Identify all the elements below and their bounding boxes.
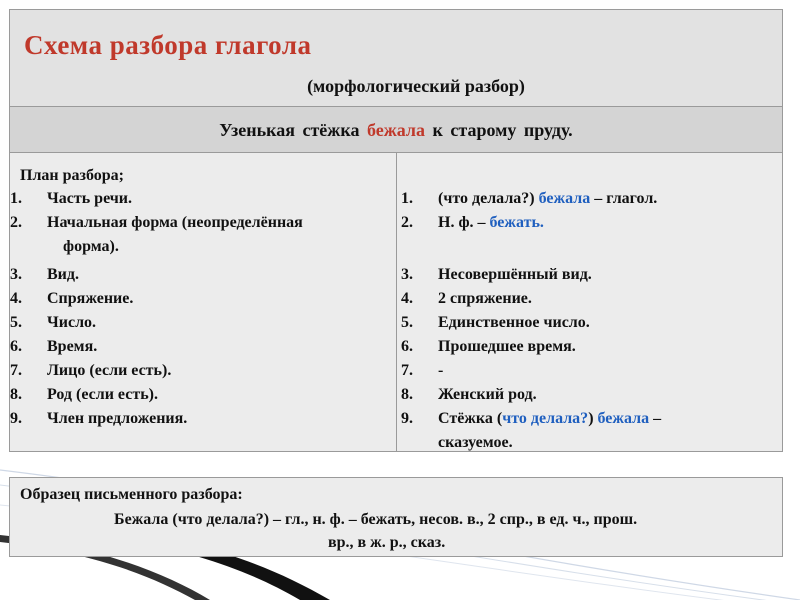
item-number: 3.	[10, 266, 22, 283]
table-body-row	[10, 153, 782, 451]
analysis-column	[397, 153, 783, 451]
item-number: 7.	[10, 362, 22, 379]
item-number: 7.	[401, 362, 413, 379]
item-number: 8.	[10, 386, 22, 403]
item-text: Время.	[47, 338, 98, 355]
sample-line-1: Бежала (что делала?) – гл., н. ф. – бежать, несов. в., 2 спр., в ед. ч., прош.	[114, 511, 638, 528]
plan-column	[10, 153, 396, 451]
item-text: -	[438, 362, 444, 379]
item-number: 1.	[401, 190, 413, 207]
item-text: Начальная форма (неопределённая	[47, 214, 303, 231]
item-number: 9.	[10, 410, 22, 427]
table-header-row	[10, 10, 782, 107]
page-title: Схема разбора глагола	[24, 30, 312, 60]
item-number: 4.	[10, 290, 22, 307]
item-text: Число.	[47, 314, 97, 331]
item-text: 2 спряжение.	[438, 290, 532, 307]
item-text: Член предложения.	[47, 410, 188, 427]
analysis-item-continuation	[438, 434, 513, 452]
sample-line-2: вр., в ж. р., сказ.	[328, 534, 446, 551]
sentence-verb: бежала	[366, 120, 426, 140]
item-text: Спряжение.	[47, 290, 134, 307]
item-text: сказуемое.	[438, 434, 513, 451]
item-number: 8.	[401, 386, 413, 403]
plan-item-continuation	[63, 238, 119, 256]
item-number: 6.	[10, 338, 22, 355]
item-number: 2.	[10, 214, 22, 231]
sample-heading: Образец письменного разбора:	[20, 486, 243, 503]
item-text: Прошедшее время.	[438, 338, 576, 355]
item-text: Лицо (если есть).	[47, 362, 172, 379]
sentence-after: к старому пруду.	[425, 120, 573, 140]
example-sentence	[10, 107, 782, 153]
page-subtitle: (морфологический разбор)	[307, 76, 525, 96]
item-number: 5.	[10, 314, 22, 331]
item-text: Часть речи.	[47, 190, 133, 207]
item-text: Вид.	[47, 266, 79, 283]
item-text: Женский род.	[438, 386, 537, 403]
item-text: форма).	[63, 238, 119, 255]
item-number: 2.	[401, 214, 413, 231]
item-number: 9.	[401, 410, 413, 427]
sentence-before: Узенькая стёжка	[219, 120, 367, 140]
item-number: 5.	[401, 314, 413, 331]
item-number: 3.	[401, 266, 413, 283]
item-text: Несовершённый вид.	[438, 266, 592, 283]
plan-heading: План разбора;	[20, 167, 124, 184]
item-text: Единственное число.	[438, 314, 590, 331]
item-text: Род (если есть).	[47, 386, 158, 403]
morph-analysis-table	[9, 9, 783, 452]
item-number: 6.	[401, 338, 413, 355]
item-number: 4.	[401, 290, 413, 307]
item-text: (что делала?) бежала – глагол.	[438, 190, 658, 207]
item-number: 1.	[10, 190, 22, 207]
written-sample-box	[9, 477, 783, 557]
item-text: Н. ф. – бежать.	[438, 214, 544, 231]
item-text: Стёжка (что делала?) бежала –	[438, 410, 662, 427]
